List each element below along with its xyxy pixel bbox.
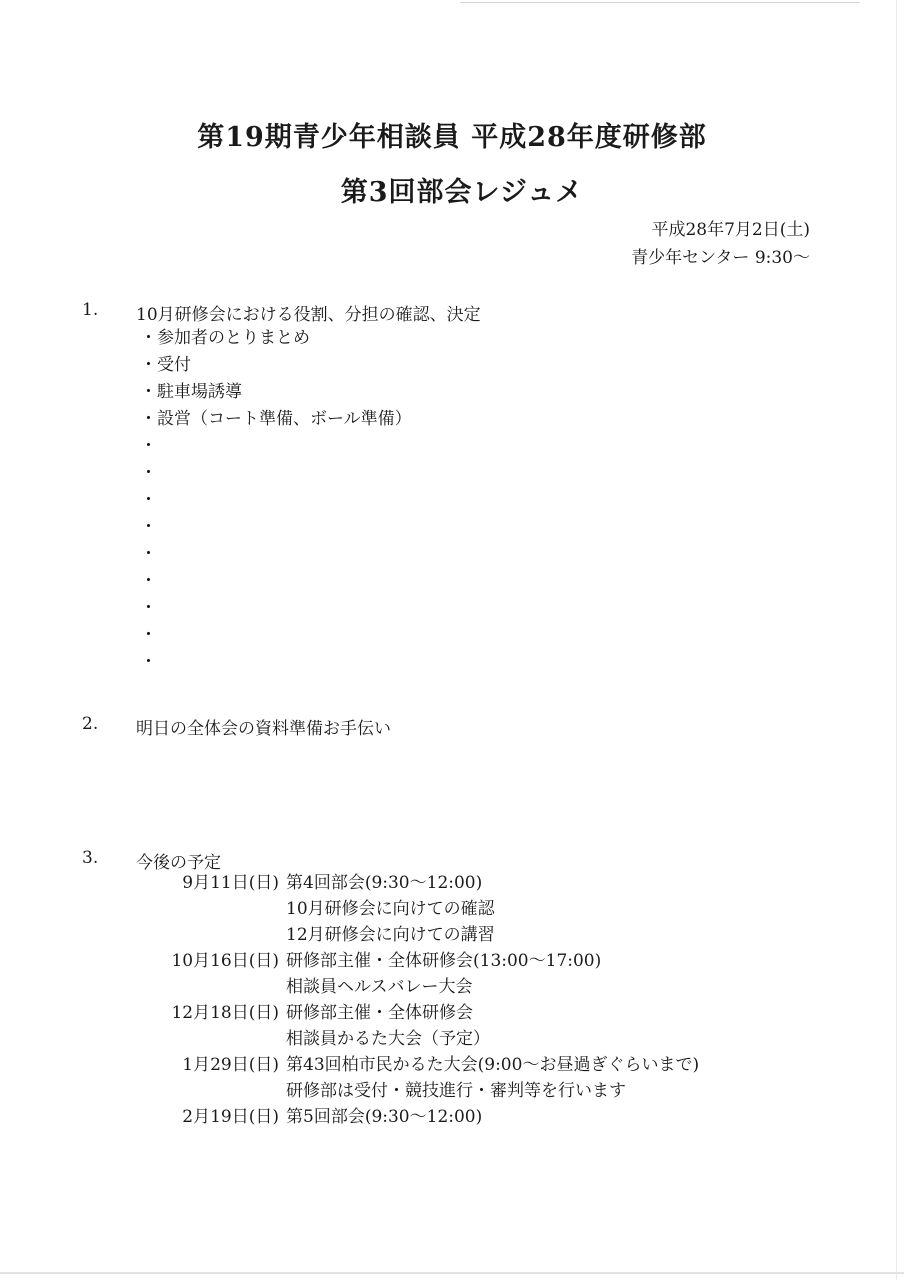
schedule-date: 10月16日(日) xyxy=(171,951,279,971)
section-1-bullet-list xyxy=(140,325,412,676)
bullet-item-empty: ・ xyxy=(140,598,157,618)
schedule-row xyxy=(0,922,904,948)
section-1-title: 10月研修会における役割、分担の確認、決定 xyxy=(136,305,481,325)
schedule-date: 12月18日(日) xyxy=(171,1003,279,1023)
section-2-number: 2. xyxy=(82,714,99,734)
section-2-title: 明日の全体会の資料準備お手伝い xyxy=(136,719,391,739)
schedule-detail: 10月研修会に向けての確認 xyxy=(286,899,495,919)
schedule-detail: 第43回柏市民かるた大会(9:00～お昼過ぎぐらいまで) xyxy=(286,1055,700,1075)
schedule-date: 2月19日(日) xyxy=(182,1107,279,1127)
schedule-row xyxy=(0,1104,904,1130)
schedule-detail: 研修部主催・全体研修会(13:00～17:00) xyxy=(286,951,602,971)
schedule-detail: 相談員ヘルスバレー大会 xyxy=(286,977,473,997)
scan-edge-top xyxy=(460,2,860,3)
bullet-item-empty: ・ xyxy=(140,652,157,672)
document-subtitle: 第3回部会レジュメ xyxy=(340,177,584,208)
schedule-detail: 研修部主催・全体研修会 xyxy=(286,1003,473,1023)
bullet-item: ・駐車場誘導 xyxy=(140,382,242,402)
schedule-detail: 第5回部会(9:30～12:00) xyxy=(286,1107,483,1127)
section-3-number: 3. xyxy=(82,848,99,868)
schedule-row xyxy=(0,1052,904,1078)
bullet-item-empty: ・ xyxy=(140,625,157,645)
document-title: 第19期青少年相談員 平成28年度研修部 xyxy=(197,122,707,153)
schedule-detail: 12月研修会に向けての講習 xyxy=(286,925,495,945)
section-1-number: 1. xyxy=(82,300,99,320)
bullet-item: ・参加者のとりまとめ xyxy=(140,328,310,348)
meeting-date: 平成28年7月2日(土) xyxy=(651,220,810,240)
schedule-detail: 研修部は受付・競技進行・審判等を行います xyxy=(286,1081,626,1101)
scan-edge-bottom xyxy=(0,1272,904,1274)
bullet-item-empty: ・ xyxy=(140,571,157,591)
meeting-venue: 青少年センター 9:30～ xyxy=(631,248,810,268)
schedule-date: 1月29日(日) xyxy=(182,1055,279,1075)
schedule-detail: 第4回部会(9:30～12:00) xyxy=(286,873,483,893)
bullet-item: ・設営（コート準備、ボール準備） xyxy=(140,409,412,429)
schedule-detail: 相談員かるた大会（予定） xyxy=(286,1029,490,1049)
schedule-list xyxy=(0,870,904,1130)
schedule-row xyxy=(0,1026,904,1052)
schedule-row xyxy=(0,870,904,896)
bullet-item-empty: ・ xyxy=(140,436,157,456)
schedule-row xyxy=(0,1000,904,1026)
schedule-row xyxy=(0,974,904,1000)
schedule-date: 9月11日(日) xyxy=(182,873,279,893)
bullet-item: ・受付 xyxy=(140,355,191,375)
schedule-row xyxy=(0,896,904,922)
bullet-item-empty: ・ xyxy=(140,463,157,483)
bullet-item-empty: ・ xyxy=(140,490,157,510)
bullet-item-empty: ・ xyxy=(140,544,157,564)
schedule-row xyxy=(0,948,904,974)
section-3-title: 今後の予定 xyxy=(136,853,221,873)
schedule-row xyxy=(0,1078,904,1104)
bullet-item-empty: ・ xyxy=(140,517,157,537)
